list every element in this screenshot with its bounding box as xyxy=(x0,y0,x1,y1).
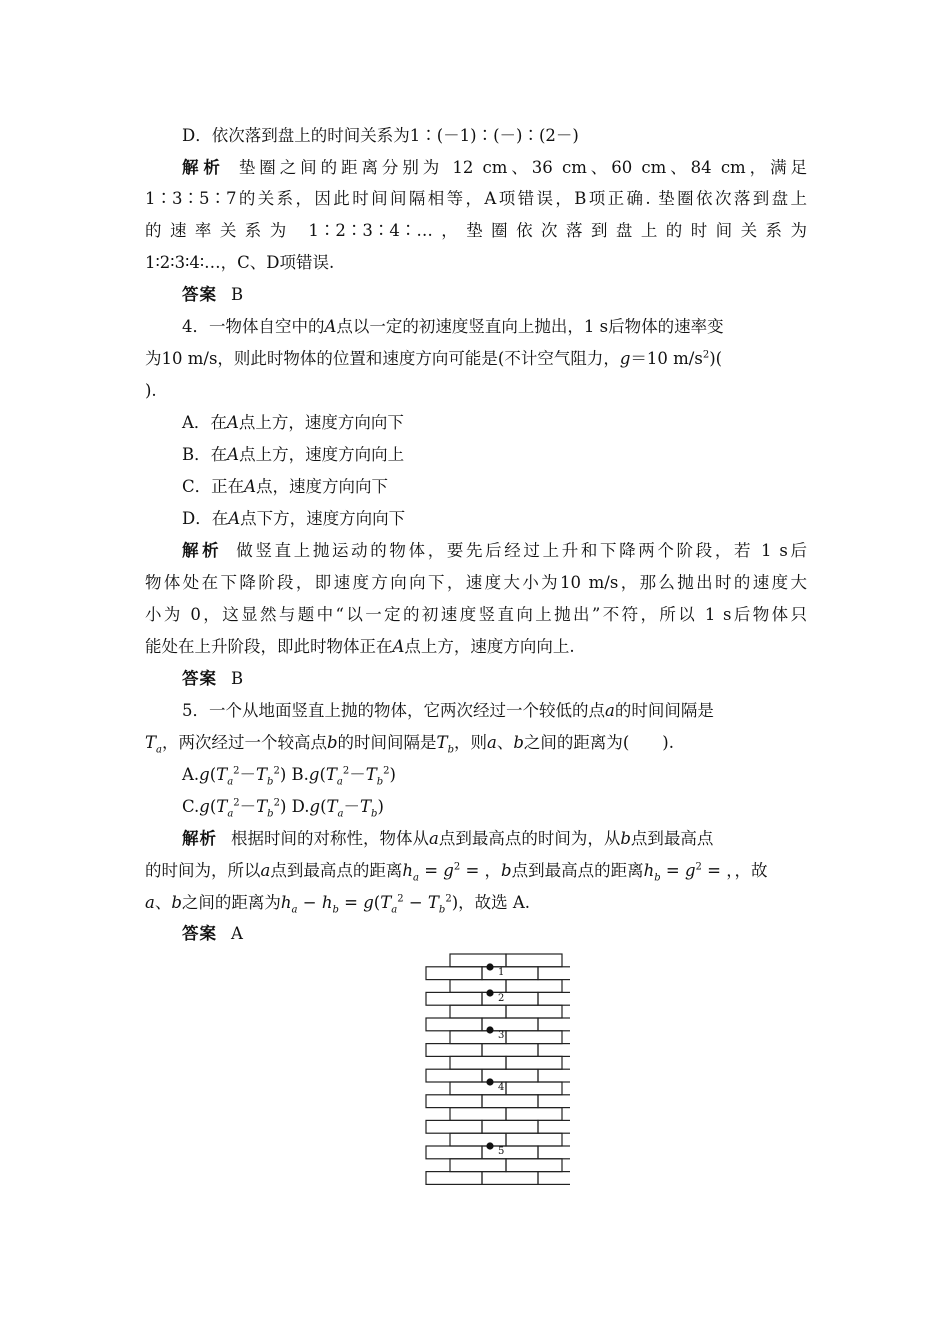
q4-analysis-line-4: 能处在上升阶段，即此时物体正在A点上方，速度方向向上. xyxy=(145,637,575,656)
q3-analysis-line-4: 1∶2∶3∶4∶…，C、D项错误. xyxy=(145,253,335,272)
q3-analysis-line-2: 1∶3∶5∶7的关系，因此时间间隔相等，A项错误，B项正确. 垫圈依次落到盘上 xyxy=(145,189,807,208)
answer-value: B xyxy=(231,669,244,688)
answer-label: 答案 xyxy=(182,285,217,304)
brick xyxy=(450,1005,506,1018)
brick xyxy=(426,1044,482,1057)
analysis-label: 解析 xyxy=(182,158,225,177)
brick xyxy=(506,980,562,993)
q5-options-ab: $A.g(T_a^2-T_b^2)$ $B.g(T_a^2-T_b^2)$ xyxy=(182,765,396,788)
brick xyxy=(506,1031,562,1044)
dot-label: 5 xyxy=(498,1146,505,1157)
q3-analysis-line-3: 的速率关系为 1∶2∶3∶4∶…，垫圈依次落到盘上的时间关系为 xyxy=(145,221,807,240)
brick-wall-figure xyxy=(420,952,570,1192)
brick xyxy=(506,1159,562,1172)
brick xyxy=(426,1018,482,1031)
analysis-label: 解析 xyxy=(182,541,223,560)
q4-analysis-line-1: 解析 做竖直上抛运动的物体，要先后经过上升和下降两个阶段，若 1 s后 xyxy=(182,541,807,560)
analysis-label: 解析 xyxy=(182,829,217,848)
dot-marker xyxy=(486,963,493,970)
dot-marker xyxy=(486,1078,493,1085)
answer-label: 答案 xyxy=(182,924,217,943)
brick xyxy=(482,1172,538,1185)
brick xyxy=(538,1044,570,1057)
dot-label: 1 xyxy=(498,967,505,978)
brick xyxy=(538,1172,570,1185)
q5-analysis-line-3: a、b之间的距离为$h_a - h_b = g(T_a^2 - T_b^2)$，故选 A. xyxy=(145,893,531,916)
brick xyxy=(506,1005,562,1018)
q5-analysis-line-1: 解析 根据时间的对称性，物体从a点到最高点的时间为，从b点到最高点 xyxy=(182,829,714,848)
brick xyxy=(482,1044,538,1057)
answer-value: B xyxy=(231,285,244,304)
brick xyxy=(450,1133,506,1146)
q4-option-a: A．在A点上方，速度方向向下 xyxy=(182,413,404,432)
brick xyxy=(426,992,482,1005)
dot-marker xyxy=(486,1142,493,1149)
q4-analysis-line-3: 小为 0，这显然与题中“以一定的初速度竖直向上抛出”不符，所以 1 s后物体只 xyxy=(145,605,807,624)
brick xyxy=(506,954,562,967)
q3-answer xyxy=(182,285,807,305)
answer-value: A xyxy=(231,924,243,943)
brick xyxy=(538,1095,570,1108)
brick xyxy=(426,1069,482,1082)
q5-stem-line-1: 5．一个从地面竖直上抛的物体，它两次经过一个较低的点a的时间间隔是 xyxy=(182,701,714,720)
brick xyxy=(426,1095,482,1108)
brick xyxy=(482,1095,538,1108)
dot-label: 3 xyxy=(498,1030,505,1041)
dot-label: 2 xyxy=(498,993,505,1004)
brick xyxy=(426,1120,482,1133)
brick xyxy=(450,954,506,967)
brick xyxy=(450,1159,506,1172)
brick xyxy=(538,967,570,980)
q5-analysis-line-2: 的时间为，所以a点到最高点的距离$h_a = g^2$ = ，b点到最高点的距离$h_b = g^2$ = ，，故 xyxy=(145,861,768,884)
brick xyxy=(450,1108,506,1121)
q4-stem-line-2: 为10 m/s，则此时物体的位置和速度方向可能是(不计空气阻力，g＝10 $m/s^2$)( xyxy=(145,349,723,368)
brick xyxy=(538,1146,570,1159)
brick xyxy=(482,1120,538,1133)
dot-label: 4 xyxy=(498,1082,505,1093)
brick xyxy=(538,1069,570,1082)
brick xyxy=(538,1018,570,1031)
brick xyxy=(426,1172,482,1185)
q4-answer xyxy=(182,669,807,689)
q3-analysis-line-1: 解析 垫圈之间的距离分别为 12 cm、36 cm、60 cm、84 cm，满足 xyxy=(182,158,807,177)
brick xyxy=(538,992,570,1005)
brick xyxy=(506,1082,562,1095)
brick xyxy=(506,1056,562,1069)
dot-marker xyxy=(486,1026,493,1033)
q3-option-d: D．依次落到盘上的时间关系为1∶(－1)∶(－)∶(2－) xyxy=(182,126,579,145)
brick xyxy=(538,1120,570,1133)
q4-stem-line-1: 4．一物体自空中的A点以一定的初速度竖直向上抛出，1 s后物体的速率变 xyxy=(182,317,724,336)
dot-marker xyxy=(486,989,493,996)
brick xyxy=(506,1133,562,1146)
answer-label: 答案 xyxy=(182,669,217,688)
q4-analysis-line-2: 物体处在下降阶段，即速度方向向下，速度大小为10 m/s，那么抛出时的速度大 xyxy=(145,573,807,592)
brick xyxy=(426,967,482,980)
q4-option-c: C．正在A点，速度方向向下 xyxy=(182,477,389,496)
brick xyxy=(426,1146,482,1159)
q4-option-d: D．在A点下方，速度方向向下 xyxy=(182,509,406,528)
brick xyxy=(450,980,506,993)
brick xyxy=(506,1108,562,1121)
q4-stem-line-3: ). xyxy=(145,381,157,400)
q5-stem-line-2: $T_a$，两次经过一个较高点b的时间间隔是$T_b$，则a、b之间的距离为( ). xyxy=(145,733,674,756)
brick xyxy=(450,1056,506,1069)
q5-answer xyxy=(182,924,807,944)
q4-option-b: B．在A点上方，速度方向向上 xyxy=(182,445,405,464)
q5-options-cd: $C.g(T_a^2-T_b^2)$ $D.g(T_a-T_b)$ xyxy=(182,797,384,820)
